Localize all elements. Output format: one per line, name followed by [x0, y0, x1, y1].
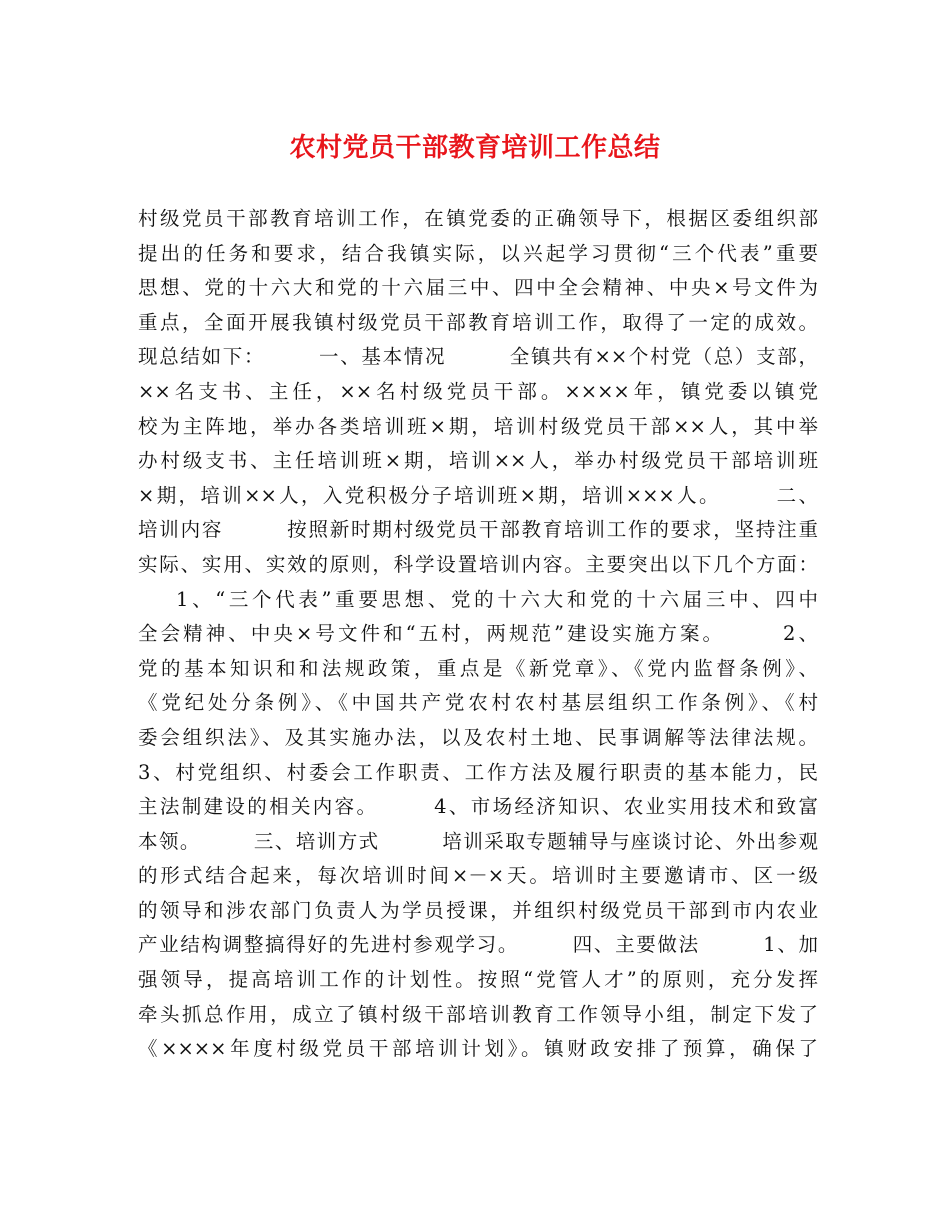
body-line: 提出的任务和要求，结合我镇实际，以兴起学习贯彻“三个代表”重要 — [138, 241, 818, 265]
body-line: 村级党员干部教育培训工作，在镇党委的正确领导下，根据区委组织部 — [138, 207, 818, 230]
body-line: 牵头抓总作用，成立了镇村级干部培训教育工作领导小组，制定下发了 — [138, 1002, 818, 1026]
body-line: 办村级支书、主任培训班×期，培训××人，举办村级党员干部培训班 — [138, 449, 818, 473]
body-line: ×期，培训××人，入党积极分子培训班×期，培训×××人。 二、 — [138, 483, 818, 507]
body-line: 党的基本知识和和法规政策，重点是《新党章》、《党内监督条例》、 — [138, 656, 818, 680]
body-line: 3、村党组织、村委会工作职责、工作方法及履行职责的基本能力，民 — [138, 760, 818, 784]
body-line: 全会精神、中央×号文件和“五村，两规范”建设实施方案。 2、 — [138, 622, 818, 646]
body-line: 校为主阵地，举办各类培训班×期，培训村级党员干部××人，其中举 — [138, 414, 818, 438]
body-line: ××名支书、主任，××名村级党员干部。××××年，镇党委以镇党 — [138, 379, 818, 403]
body-line: 《××××年度村级党员干部培训计划》。镇财政安排了预算，确保了 — [138, 1037, 818, 1061]
body-line: 强领导，提高培训工作的计划性。按照“党管人才”的原则，充分发挥 — [138, 968, 818, 992]
document-title: 农村党员干部教育培训工作总结 — [289, 133, 661, 163]
body-line: 《党纪处分条例》、《中国共产党农村农村基层组织工作条例》、《村 — [138, 691, 818, 715]
body-line: 现总结如下： 一、基本情况 全镇共有××个村党（总）支部， — [138, 345, 818, 369]
body-line: 产业结构调整搞得好的先进村参观学习。 四、主要做法 1、加 — [138, 933, 818, 957]
body-line: 培训内容 按照新时期村级党员干部教育培训工作的要求，坚持注重 — [138, 518, 818, 542]
body-line: 的领导和涉农部门负责人为学员授课，并组织村级党员干部到市内农业 — [138, 898, 818, 922]
body-line: 1、“三个代表”重要思想、党的十六大和党的十六届三中、四中 — [176, 587, 818, 611]
body-line: 重点，全面开展我镇村级党员干部教育培训工作，取得了一定的成效。 — [138, 310, 818, 334]
body-line: 思想、党的十六大和党的十六届三中、四中全会精神、中央×号文件为 — [138, 276, 818, 300]
body-line: 本领。 三、培训方式 培训采取专题辅导与座谈讨论、外出参观 — [138, 829, 818, 853]
body-line: 委会组织法》、及其实施办法，以及农村土地、民事调解等法律法规。 — [138, 725, 818, 749]
body-line: 的形式结合起来，每次培训时间×－×天。培训时主要邀请市、区一级 — [138, 864, 818, 888]
document-body — [138, 202, 818, 1067]
body-line: 实际、实用、实效的原则，科学设置培训内容。主要突出以下几个方面： — [138, 552, 818, 576]
body-line: 主法制建设的相关内容。 4、市场经济知识、农业实用技术和致富 — [138, 795, 818, 819]
